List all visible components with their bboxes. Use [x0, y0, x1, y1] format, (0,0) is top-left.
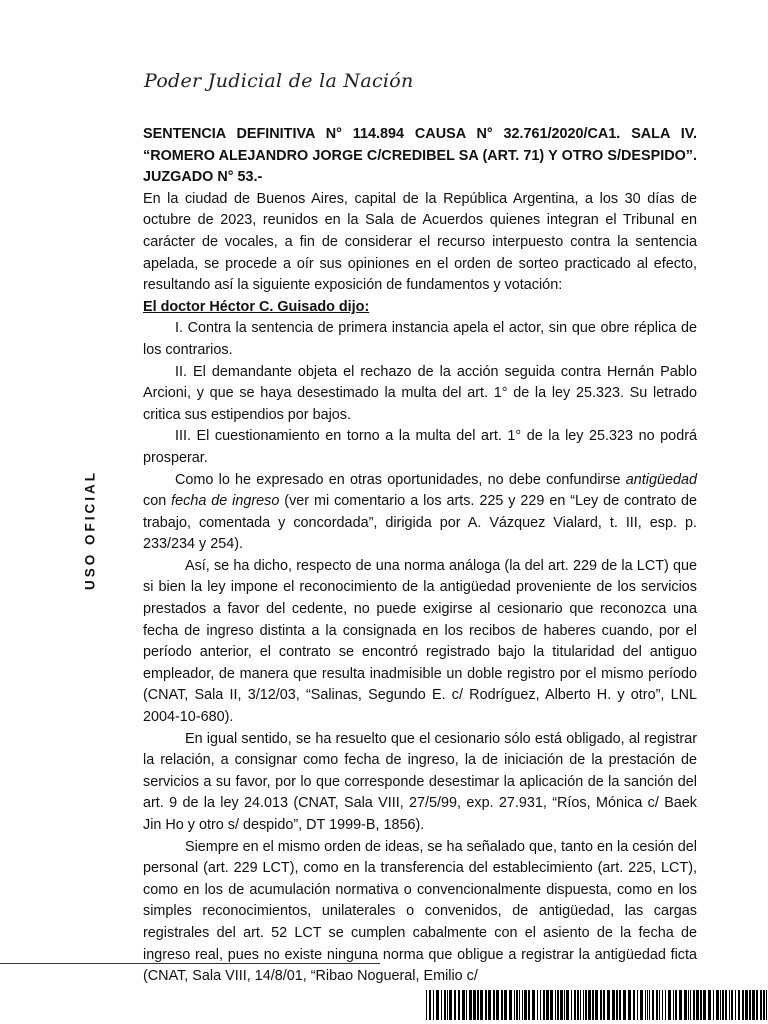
paragraph-4-part-e: (ver mi comentario a los arts. 225 y 229 en “Ley de contrato de trabajo, comentada y concordada”, dirigida por A. Vázquez Vialard, t. III, esp. p. 233/234 y 254). [143, 493, 697, 553]
official-use-stamp [80, 470, 100, 590]
document-body [143, 124, 697, 988]
paragraph-4 [143, 470, 697, 556]
case-heading: SENTENCIA DEFINITIVA N° 114.894 CAUSA N° 32.761/2020/CA1. SALA IV. “ROMERO ALEJANDRO JORGE C/CREDIBEL SA (ART. 71) Y OTRO S/DESPIDO”. JUZGADO N° 53.- [143, 126, 697, 186]
intro-paragraph: En la ciudad de Buenos Aires, capital de la República Argentina, a los 30 días de octubre de 2023, reunidos en la Sala de Acuerdos quienes integran el Tribunal en carácter de vocales, a fin de considerar el recurso interpuesto contra la sentencia apelada, se procede a oír sus opiniones en el orden de sorteo practicado al efecto, resultando así la siguiente exposición de fundamentos y votación: [143, 190, 697, 294]
paragraph-1: I. Contra la sentencia de primera instancia apela el actor, sin que obre réplica de los contrarios. [143, 320, 697, 358]
paragraph-3: III. El cuestionamiento en torno a la multa del art. 1° de la ley 25.323 no podrá prosperar. [143, 428, 697, 466]
paragraph-2: II. El demandante objeta el rechazo de la acción seguida contra Hernán Pablo Arcioni, y que se haya desestimado la multa del art. 1° de la ley 25.323. Su letrado critica sus estipendios por bajos. [143, 363, 697, 423]
paragraph-4-term-fecha-ingreso: fecha de ingreso [171, 493, 280, 510]
paragraph-4-term-antiguedad: antigüedad [625, 471, 697, 488]
paragraph-7: Siempre en el mismo orden de ideas, se ha señalado que, tanto en la cesión del personal (art. 229 LCT), como en la transferencia del establecimiento (art. 225, LCT), como en los de acumulación normativa o convencionalmente dispuesta, como en los simples reconocimientos, unilaterales o convenidos, de antigüedad, las cargas registrales del art. 52 LCT se cumplen cabalmente con el asiento de la fecha de ingreso real, pues no existe ninguna norma que obligue a registrar la antigüedad ficta (CNAT, Sala VIII, 14/8/01, “Ribao Nogueral, Emilio c/ [143, 838, 697, 985]
paragraph-5: Así, se ha dicho, respecto de una norma análoga (la del art. 229 de la LCT) que si bien la ley impone el reconocimiento de la antigüedad proveniente de los servicios prestados a favor del cedente, no puede exigirse al cesionario que reconozca una fecha de ingreso distinta a la consignada en los recibos de haberes cuando, por el período anterior, el contrato se encontró registrado bajo la titularidad del antiguo empleador, de manera que resulta inadmisible un doble registro por el mismo período (CNAT, Sala II, 3/12/03, “Salinas, Segundo E. c/ Rodríguez, Alberto H. y otro”, LNL 2004-10-680). [143, 557, 697, 726]
paragraph-4-part-c: con [143, 493, 172, 510]
official-use-stamp-text: USO OFICIAL [82, 470, 98, 590]
speaker-heading: El doctor Héctor C. Guisado dijo: [143, 298, 370, 315]
barcode-image [426, 990, 768, 1020]
footer-divider [0, 963, 380, 964]
paragraph-4-part-a: Como lo he expresado en otras oportunidades, no debe confundirse [175, 471, 626, 488]
court-header-title: Poder Judicial de la Nación [144, 70, 414, 92]
paragraph-6: En igual sentido, se ha resuelto que el cesionario sólo está obligado, al registrar la relación, a consignar como fecha de ingreso, la de iniciación de la prestación de servicios a su favor, por lo que corresponde desestimar la aplicación de la sanción del art. 9 de la ley 24.013 (CNAT, Sala VIII, 27/5/99, exp. 27.931, “Ríos, Mónica c/ Baek Jin Ho y otro s/ despido”, DT 1999-B, 1856). [143, 730, 697, 833]
